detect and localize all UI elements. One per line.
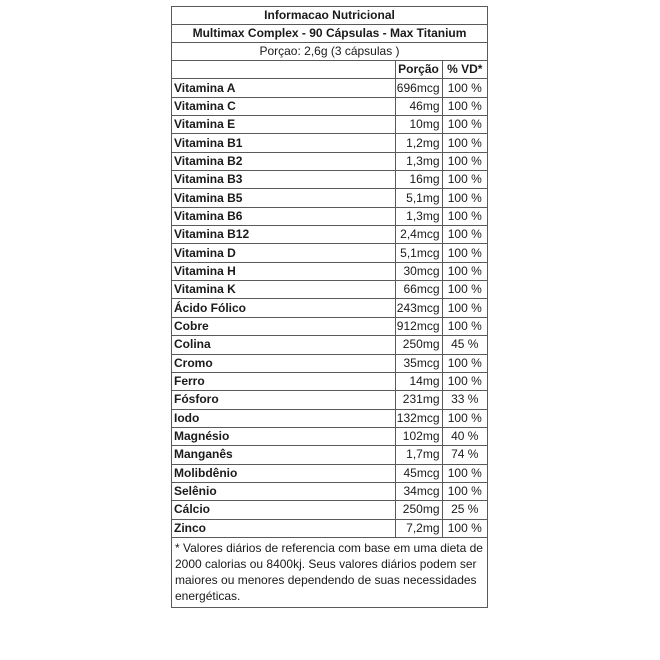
nutrient-daily-value: 100 %: [442, 97, 487, 115]
nutrition-table: [172, 61, 487, 538]
nutrient-name: Cromo: [172, 354, 395, 372]
nutrient-name: Vitamina B6: [172, 207, 395, 225]
nutrient-daily-value: 100 %: [442, 189, 487, 207]
nutrient-daily-value: 100 %: [442, 152, 487, 170]
nutrient-amount: 14mg: [395, 372, 442, 390]
nutrient-name: Vitamina C: [172, 97, 395, 115]
table-row: [172, 226, 487, 244]
nutrient-name: Vitamina B2: [172, 152, 395, 170]
nutrient-daily-value: 100 %: [442, 262, 487, 280]
table-row: [172, 299, 487, 317]
serving-size: Porçao: 2,6g (3 cápsulas ): [172, 43, 487, 61]
table-row: [172, 519, 487, 537]
nutrient-daily-value: 100 %: [442, 79, 487, 97]
table-row: [172, 317, 487, 335]
nutrient-daily-value: 33 %: [442, 391, 487, 409]
nutrient-amount: 1,3mg: [395, 207, 442, 225]
nutrient-daily-value: 100 %: [442, 299, 487, 317]
nutrient-daily-value: 100 %: [442, 482, 487, 500]
nutrient-amount: 1,7mg: [395, 446, 442, 464]
nutrient-name: Cálcio: [172, 501, 395, 519]
header-nutrient: [172, 61, 395, 79]
table-row: [172, 409, 487, 427]
nutrient-amount: 243mcg: [395, 299, 442, 317]
nutrient-daily-value: 100 %: [442, 519, 487, 537]
table-row: [172, 464, 487, 482]
nutrient-daily-value: 25 %: [442, 501, 487, 519]
nutrient-name: Vitamina B3: [172, 171, 395, 189]
nutrient-amount: 66mcg: [395, 281, 442, 299]
nutrient-daily-value: 100 %: [442, 244, 487, 262]
table-row: [172, 281, 487, 299]
nutrient-name: Ácido Fólico: [172, 299, 395, 317]
nutrient-name: Cobre: [172, 317, 395, 335]
nutrient-name: Zinco: [172, 519, 395, 537]
nutrient-daily-value: 40 %: [442, 427, 487, 445]
nutrient-daily-value: 100 %: [442, 317, 487, 335]
nutrient-amount: 5,1mcg: [395, 244, 442, 262]
table-row: [172, 152, 487, 170]
label-title: Informacao Nutricional: [172, 7, 487, 25]
nutrition-facts-label: [171, 6, 488, 608]
header-portion: Porção: [395, 61, 442, 79]
nutrient-daily-value: 100 %: [442, 226, 487, 244]
nutrient-name: Vitamina A: [172, 79, 395, 97]
nutrient-name: Molibdênio: [172, 464, 395, 482]
nutrient-amount: 1,2mg: [395, 134, 442, 152]
table-row: [172, 244, 487, 262]
nutrient-name: Vitamina B1: [172, 134, 395, 152]
nutrient-name: Iodo: [172, 409, 395, 427]
nutrient-daily-value: 100 %: [442, 134, 487, 152]
nutrient-amount: 102mg: [395, 427, 442, 445]
nutrient-daily-value: 100 %: [442, 207, 487, 225]
header-daily-value: % VD*: [442, 61, 487, 79]
nutrient-daily-value: 100 %: [442, 354, 487, 372]
nutrient-daily-value: 74 %: [442, 446, 487, 464]
nutrient-daily-value: 45 %: [442, 336, 487, 354]
table-row: [172, 116, 487, 134]
nutrient-amount: 231mg: [395, 391, 442, 409]
nutrient-daily-value: 100 %: [442, 171, 487, 189]
table-row: [172, 262, 487, 280]
nutrient-rows: [172, 79, 487, 538]
nutrient-name: Vitamina B12: [172, 226, 395, 244]
table-row: [172, 336, 487, 354]
table-row: [172, 427, 487, 445]
table-row: [172, 171, 487, 189]
nutrient-amount: 34mcg: [395, 482, 442, 500]
nutrient-name: Manganês: [172, 446, 395, 464]
footnote: * Valores diários de referencia com base em uma dieta de 2000 calorias ou 8400kj. Seus valores diários podem ser maiores ou menores dependendo de suas necessidades energéticas.: [175, 540, 483, 603]
nutrient-name: Vitamina E: [172, 116, 395, 134]
table-row: [172, 79, 487, 97]
nutrient-name: Selênio: [172, 482, 395, 500]
table-row: [172, 189, 487, 207]
nutrient-amount: 45mcg: [395, 464, 442, 482]
table-row: [172, 446, 487, 464]
nutrient-amount: 696mcg: [395, 79, 442, 97]
nutrient-name: Magnésio: [172, 427, 395, 445]
nutrient-daily-value: 100 %: [442, 281, 487, 299]
nutrient-name: Fósforo: [172, 391, 395, 409]
nutrient-name: Vitamina D: [172, 244, 395, 262]
product-name: Multimax Complex - 90 Cápsulas - Max Titanium: [172, 25, 487, 43]
nutrient-daily-value: 100 %: [442, 372, 487, 390]
table-row: [172, 97, 487, 115]
nutrient-name: Vitamina B5: [172, 189, 395, 207]
table-row: [172, 354, 487, 372]
nutrient-name: Ferro: [172, 372, 395, 390]
nutrient-amount: 132mcg: [395, 409, 442, 427]
nutrient-amount: 10mg: [395, 116, 442, 134]
nutrient-amount: 46mg: [395, 97, 442, 115]
table-row: [172, 482, 487, 500]
table-row: [172, 501, 487, 519]
nutrient-amount: 2,4mcg: [395, 226, 442, 244]
nutrient-daily-value: 100 %: [442, 116, 487, 134]
nutrient-amount: 5,1mg: [395, 189, 442, 207]
table-row: [172, 372, 487, 390]
nutrient-amount: 250mg: [395, 336, 442, 354]
nutrient-amount: 16mg: [395, 171, 442, 189]
nutrient-amount: 35mcg: [395, 354, 442, 372]
nutrient-name: Vitamina H: [172, 262, 395, 280]
table-row: [172, 134, 487, 152]
nutrient-daily-value: 100 %: [442, 464, 487, 482]
nutrient-name: Vitamina K: [172, 281, 395, 299]
nutrient-daily-value: 100 %: [442, 409, 487, 427]
nutrient-amount: 1,3mg: [395, 152, 442, 170]
nutrient-amount: 7,2mg: [395, 519, 442, 537]
table-row: [172, 391, 487, 409]
nutrient-amount: 250mg: [395, 501, 442, 519]
table-header-row: [172, 61, 487, 79]
nutrient-amount: 912mcg: [395, 317, 442, 335]
nutrient-name: Colina: [172, 336, 395, 354]
nutrient-amount: 30mcg: [395, 262, 442, 280]
table-row: [172, 207, 487, 225]
